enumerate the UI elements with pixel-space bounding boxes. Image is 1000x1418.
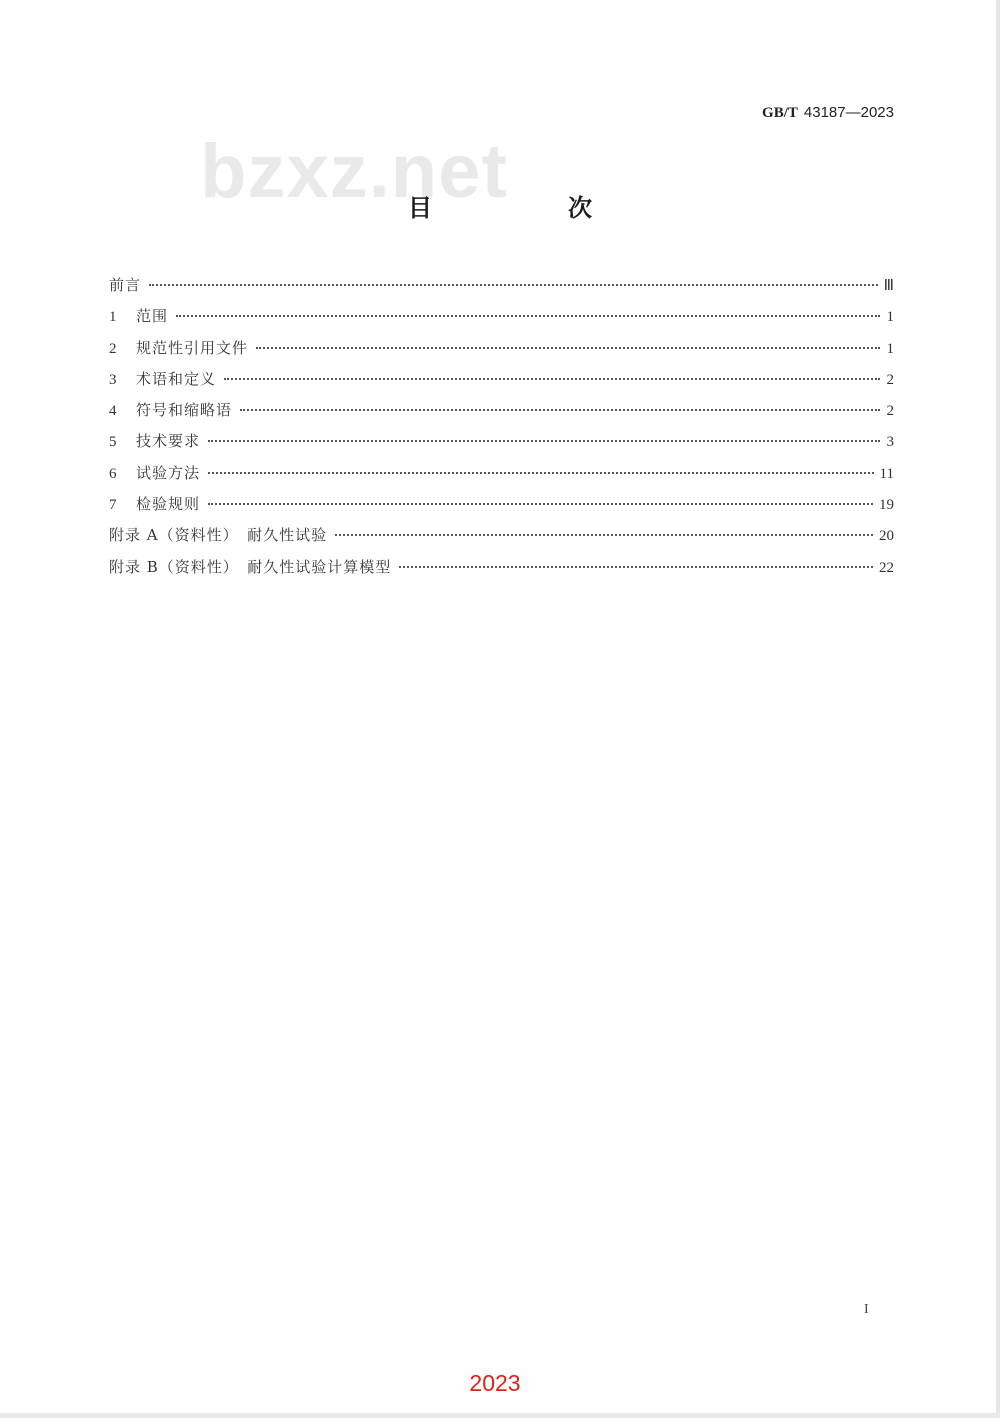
table-of-contents xyxy=(109,274,894,587)
toc-dot-leader xyxy=(208,472,874,474)
toc-label: 试验方法 xyxy=(136,463,201,482)
toc-label: 符号和缩略语 xyxy=(136,401,233,420)
toc-dot-leader xyxy=(256,347,880,349)
toc-label: 范围 xyxy=(136,307,169,326)
toc-dot-leader xyxy=(208,440,880,442)
standard-code: 43187—2023 xyxy=(803,104,894,121)
toc-page-number: 2 xyxy=(886,371,894,388)
toc-page-number: 2 xyxy=(886,403,894,420)
page-title: 目 次 xyxy=(408,194,648,222)
toc-entry-inspection-rules[interactable] xyxy=(109,493,894,524)
toc-dot-leader xyxy=(208,503,873,505)
toc-entry-test-methods[interactable] xyxy=(109,462,894,493)
toc-entry-appendix-b[interactable] xyxy=(109,556,894,587)
toc-entry-scope[interactable] xyxy=(109,305,894,336)
page-bottom-edge xyxy=(0,1413,1000,1418)
standard-prefix: GB/T xyxy=(762,105,798,121)
toc-label: 检验规则 xyxy=(136,495,201,514)
toc-page-number: 1 xyxy=(886,340,894,357)
watermark: bzxz.net xyxy=(200,129,508,214)
toc-section-number: 2 xyxy=(109,340,117,357)
toc-dot-leader xyxy=(176,315,880,317)
toc-section-number: 6 xyxy=(109,465,117,482)
toc-label: 术语和定义 xyxy=(136,369,217,388)
toc-label: 前言 xyxy=(109,276,142,294)
toc-label: 附录 A（资料性） 耐久性试验 xyxy=(109,526,328,545)
toc-label: 技术要求 xyxy=(136,432,201,451)
toc-dot-leader xyxy=(149,284,878,286)
toc-dot-leader xyxy=(224,378,880,380)
toc-entry-appendix-a[interactable] xyxy=(109,524,894,555)
toc-entry-technical-requirements[interactable] xyxy=(109,430,894,461)
toc-page-number: Ⅲ xyxy=(883,278,894,294)
standard-number xyxy=(762,103,894,122)
toc-entry-foreword[interactable] xyxy=(109,274,894,305)
toc-entry-terms-definitions[interactable] xyxy=(109,368,894,399)
year-label: 2023 xyxy=(469,1370,521,1396)
page-number: I xyxy=(864,1302,869,1317)
toc-section-number: 1 xyxy=(109,309,117,326)
toc-page-number: 22 xyxy=(879,559,894,576)
toc-page-number: 11 xyxy=(879,465,894,482)
toc-dot-leader xyxy=(399,566,873,568)
toc-label: 附录 B（资料性） 耐久性试验计算模型 xyxy=(109,557,392,576)
toc-page-number: 3 xyxy=(886,434,894,451)
toc-section-number: 4 xyxy=(109,403,117,420)
toc-dot-leader xyxy=(335,534,873,536)
toc-entry-symbols-abbreviations[interactable] xyxy=(109,399,894,430)
toc-label: 规范性引用文件 xyxy=(136,338,249,357)
toc-dot-leader xyxy=(240,409,880,411)
toc-section-number: 3 xyxy=(109,371,117,388)
toc-section-number: 7 xyxy=(109,497,117,514)
toc-page-number: 20 xyxy=(879,528,894,545)
toc-section-number: 5 xyxy=(109,434,117,451)
toc-entry-normative-references[interactable] xyxy=(109,337,894,368)
toc-page-number: 1 xyxy=(886,309,894,326)
toc-page-number: 19 xyxy=(879,497,894,514)
